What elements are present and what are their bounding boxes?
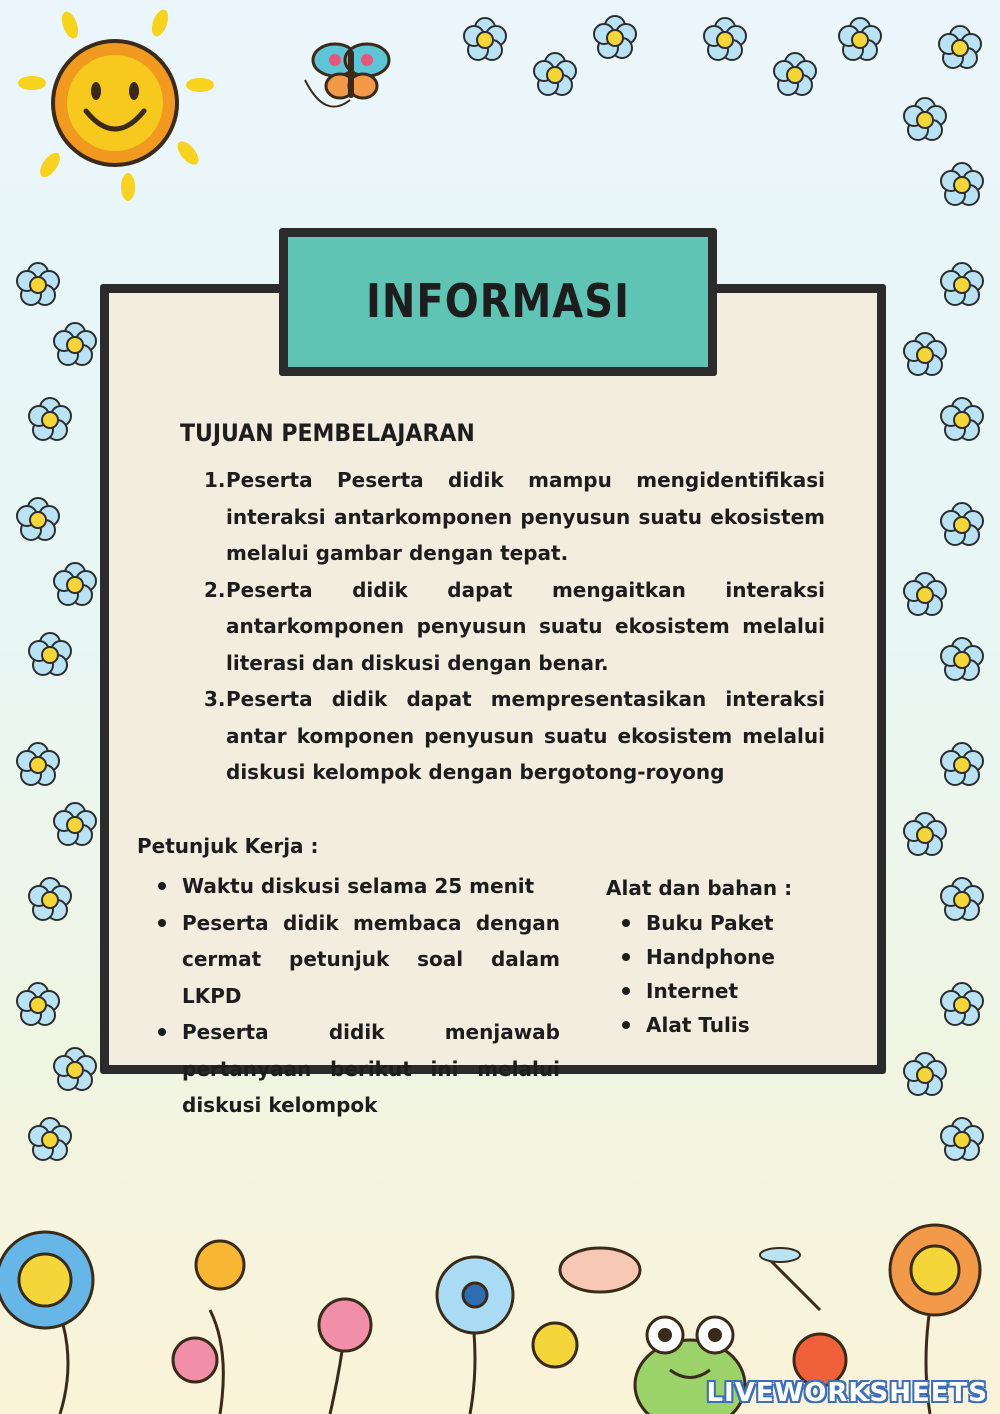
objectives-heading: TUJUAN PEMBELAJARAN — [180, 420, 475, 448]
list-item — [200, 681, 825, 791]
materials-list — [620, 906, 820, 1042]
instructions-heading: Petunjuk Kerja : — [137, 834, 319, 858]
banner-title: INFORMASI — [366, 275, 630, 329]
materials-heading: Alat dan bahan : — [606, 876, 793, 900]
list-item — [200, 572, 825, 682]
instructions-list — [156, 868, 560, 1124]
list-item: Alat Tulis — [620, 1008, 820, 1042]
item-text: Peserta didik dapat mengaitkan interaksi antarkomponen penyusun suatu ekosistem melalui literasi dan diskusi dengan benar. — [226, 577, 825, 675]
watermark-logo: LIVEWORKSHEETS — [706, 1378, 988, 1408]
list-item: Waktu diskusi selama 25 menit — [156, 868, 560, 905]
list-item: Internet — [620, 974, 820, 1008]
item-number: 1. — [204, 468, 226, 492]
list-item — [200, 462, 825, 572]
list-item: Handphone — [620, 940, 820, 974]
item-number: 3. — [204, 687, 226, 711]
item-number: 2. — [204, 577, 226, 602]
title-banner — [279, 228, 717, 376]
item-text: Peserta didik dapat mempresentasikan interaksi antar komponen penyusun suatu ekosistem melalui diskusi kelompok dengan bergotong-royong — [226, 687, 825, 784]
item-text: Peserta Peserta didik mampu mengidentifikasi interaksi antarkomponen penyusun suatu ekosistem melalui gambar dengan tepat. — [226, 468, 825, 565]
list-item: Buku Paket — [620, 906, 820, 940]
list-item: Peserta didik membaca dengan cermat petunjuk soal dalam LKPD — [156, 905, 560, 1015]
list-item: Peserta didik menjawab pertanyaan berikut ini melalui diskusi kelompok — [156, 1014, 560, 1124]
objectives-list — [200, 462, 825, 791]
